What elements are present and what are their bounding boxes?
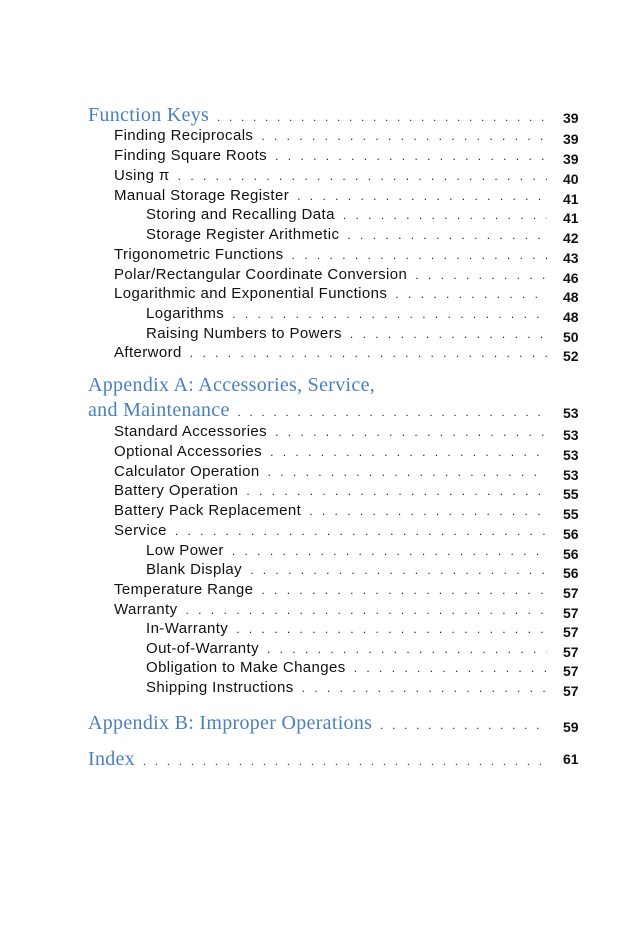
toc-entry[interactable]: Afterword . . . [114,344,555,361]
toc-entry[interactable]: Finding Square Roots . . . [114,147,555,164]
page-number: 40 [563,171,579,187]
toc-subentry[interactable]: Raising Numbers to Powers . . . [146,325,555,342]
page-number: 57 [563,663,579,679]
page-number: 55 [563,486,579,502]
page-number: 55 [563,506,579,522]
page-number: 50 [563,329,579,345]
toc-entry[interactable]: Service . . . [114,522,555,539]
toc-heading-function-keys[interactable] [88,104,555,127]
page-number: 48 [563,289,579,305]
toc-subentry[interactable]: In-Warranty . . . [146,620,555,637]
page-number: 53 [563,427,579,443]
page-number: 41 [563,210,579,226]
page-number: 56 [563,565,579,581]
page-number: 57 [563,605,579,621]
toc-entry[interactable]: Manual Storage Register . . . [114,187,555,204]
heading-label: and Maintenance [88,399,230,421]
toc-subentry[interactable]: Blank Display . . . [146,561,555,578]
page-number: 57 [563,644,579,660]
toc-entry[interactable]: Temperature Range . . . [114,581,555,598]
page-number: 52 [563,348,579,364]
toc-subentry[interactable]: Out-of-Warranty . . . [146,640,555,657]
toc-subentry[interactable]: Storing and Recalling Data . . . [146,206,555,223]
heading-label: Appendix B: Improper Operations [88,712,373,734]
toc-entry[interactable]: Polar/Rectangular Coordinate Conversion . . . [114,266,555,283]
page-number: 57 [563,683,579,699]
toc-entry[interactable]: Trigonometric Functions . . . [114,246,555,263]
toc-subentry[interactable]: Obligation to Make Changes . . . [146,659,555,676]
heading-label: Function Keys [88,104,210,126]
page-number: 57 [563,624,579,640]
toc-heading-appendix-b[interactable] [88,712,555,735]
page-number: 53 [563,405,579,421]
toc-entry[interactable]: Logarithmic and Exponential Functions . . . [114,285,555,302]
toc-entry[interactable]: Warranty . . . [114,601,555,618]
toc-entry[interactable]: Battery Pack Replacement . . . [114,502,555,519]
heading-label: Appendix A: Accessories, Service, [88,374,376,396]
toc-entry[interactable]: Standard Accessories . . . [114,423,555,440]
page-number: 42 [563,230,579,246]
toc-entry[interactable]: Optional Accessories . . . [114,443,555,460]
page-number: 61 [563,751,579,767]
page-number: 41 [563,191,579,207]
page-number: 56 [563,526,579,542]
page-number: 39 [563,151,579,167]
toc-subentry[interactable]: Logarithms . . . [146,305,555,322]
heading-label: Index [88,748,136,770]
toc-entry[interactable]: Finding Reciprocals . . . [114,127,555,144]
toc-heading-index[interactable] [88,748,555,771]
toc-heading-appendix-a-cont[interactable] [88,399,555,422]
page-number: 39 [563,131,579,147]
toc-subentry[interactable]: Shipping Instructions . . . [146,679,555,696]
page-number: 46 [563,270,579,286]
page-number: 57 [563,585,579,601]
page-number: 48 [563,309,579,325]
page-number: 43 [563,250,579,266]
page-number: 59 [563,719,579,735]
page-number: 53 [563,447,579,463]
toc-entry[interactable]: Battery Operation . . . [114,482,555,499]
page-number: 53 [563,467,579,483]
toc-entry[interactable]: Using π . . . [114,167,555,184]
page-number: 39 [563,110,579,126]
toc-entry[interactable]: Calculator Operation . . . [114,463,555,480]
toc-subentry[interactable]: Low Power . . . [146,542,555,559]
page-number: 56 [563,546,579,562]
toc-subentry[interactable]: Storage Register Arithmetic . . . [146,226,555,243]
toc-heading-appendix-a[interactable] [88,374,555,397]
